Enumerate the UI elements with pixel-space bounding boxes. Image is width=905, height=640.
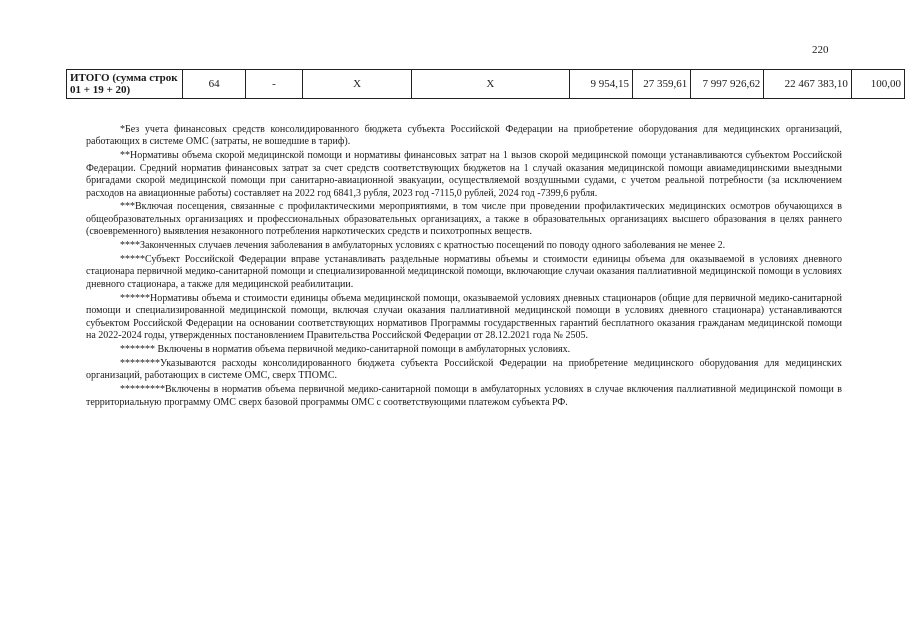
total-cell-2: - [245, 70, 302, 99]
total-cell-4: X [412, 70, 569, 99]
footnote-9: *********Включены в норматив объема первичной медико-санитарной помощи в амбулаторных условиях в случае включения паллиативной медицинской помощи в территориальную программу ОМС сверх базовой программы ОМС с соответствующими платежом субъекта РФ. [86, 384, 842, 408]
total-table [66, 69, 905, 99]
total-cell-7: 7 997 926,62 [691, 70, 764, 99]
total-row [67, 70, 905, 99]
total-cell-6: 27 359,61 [632, 70, 690, 99]
footnotes [86, 124, 842, 410]
page-number: 220 [812, 44, 829, 56]
total-cell-1: 64 [183, 70, 246, 99]
total-cell-8: 22 467 383,10 [764, 70, 852, 99]
footnote-8: ********Указываются расходы консолидированного бюджета субъекта Российской Федерации на приобретение медицинского оборудования для медицинских организаций, работающих в системе ОМС, сверх ТПОМС. [86, 357, 842, 382]
footnote-6: ******Нормативы объема и стоимости единицы объема медицинской помощи, оказываемой условиях дневных стационаров (общие для первичной медико-санитарной помощи и специализированной медицинской помощи, включая случаи оказания паллиативной медицинской помощи в условиях дневного стационара) устанавливаются субъектом Российской Федерации на основании соответствующих нормативов Программы государственных гарантий бесплатного оказания гражданам медицинской помощи на 2022-2024 годы, утвержденных постановлением Правительства Российской Федерации от 28.12.2021 года № 2505. [86, 292, 842, 341]
total-label: ИТОГО (сумма строк 01 + 19 + 20) [67, 70, 183, 99]
footnote-4: ****Законченных случаев лечения заболевания в амбулаторных условиях с кратностью посещений по поводу одного заболевания не менее 2. [120, 240, 726, 252]
footnote-5: *****Субъект Российской Федерации вправе устанавливать раздельные нормативы объемы и стоимости единицы объема для оказываемой в условиях дневного стационара первичной медико-санитарной помощи и специализированной медицинской помощи, включающие случаи оказания паллиативной медицинской помощи в условиях дневного стационара, а также для медицинской реабилитации. [86, 254, 842, 290]
footnote-2: **Нормативы объема скорой медицинской помощи и нормативы финансовых затрат на 1 вызов скорой медицинской помощи устанавливаются субъектом Российской Федерации. Средний норматив финансовых затрат за счет средств соответствующих бюджетов на 1 случай оказания медицинской помощи авиамедицинскими выездными бригадами скорой медицинской помощи при санитарно-авиационной эвакуации, осуществляемой воздушными судами, с учетом реальной потребности (за исключением расходов на авиационные работы) составляет на 2022 год 6841,3 рубля, 2023 год -7115,0 рублей, 2024 год -7399,6 рубля. [86, 150, 842, 199]
footnote-1: *Без учета финансовых средств консолидированного бюджета субъекта Российской Федерации на приобретение оборудования для медицинских организаций, работающих в системе ОМС (затраты, не вошедшие в тариф). [86, 124, 842, 148]
footnote-3: ***Включая посещения, связанные с профилактическими мероприятиями, в том числе при проведении профилактических медицинских осмотров обучающихся в общеобразовательных организациях и профессиональных образовательных организациях, а также в образовательных организациях высшего образования в целях раннего (своевременного) выявления незаконного потребления наркотических средств и психотропных веществ. [86, 201, 842, 238]
total-cell-9: 100,00 [851, 70, 904, 99]
total-cell-5: 9 954,15 [569, 70, 632, 99]
footnote-7: ******* Включены в норматив объема первичной медико-санитарной помощи в амбулаторных условиях. [120, 343, 571, 355]
total-cell-3: X [302, 70, 411, 99]
